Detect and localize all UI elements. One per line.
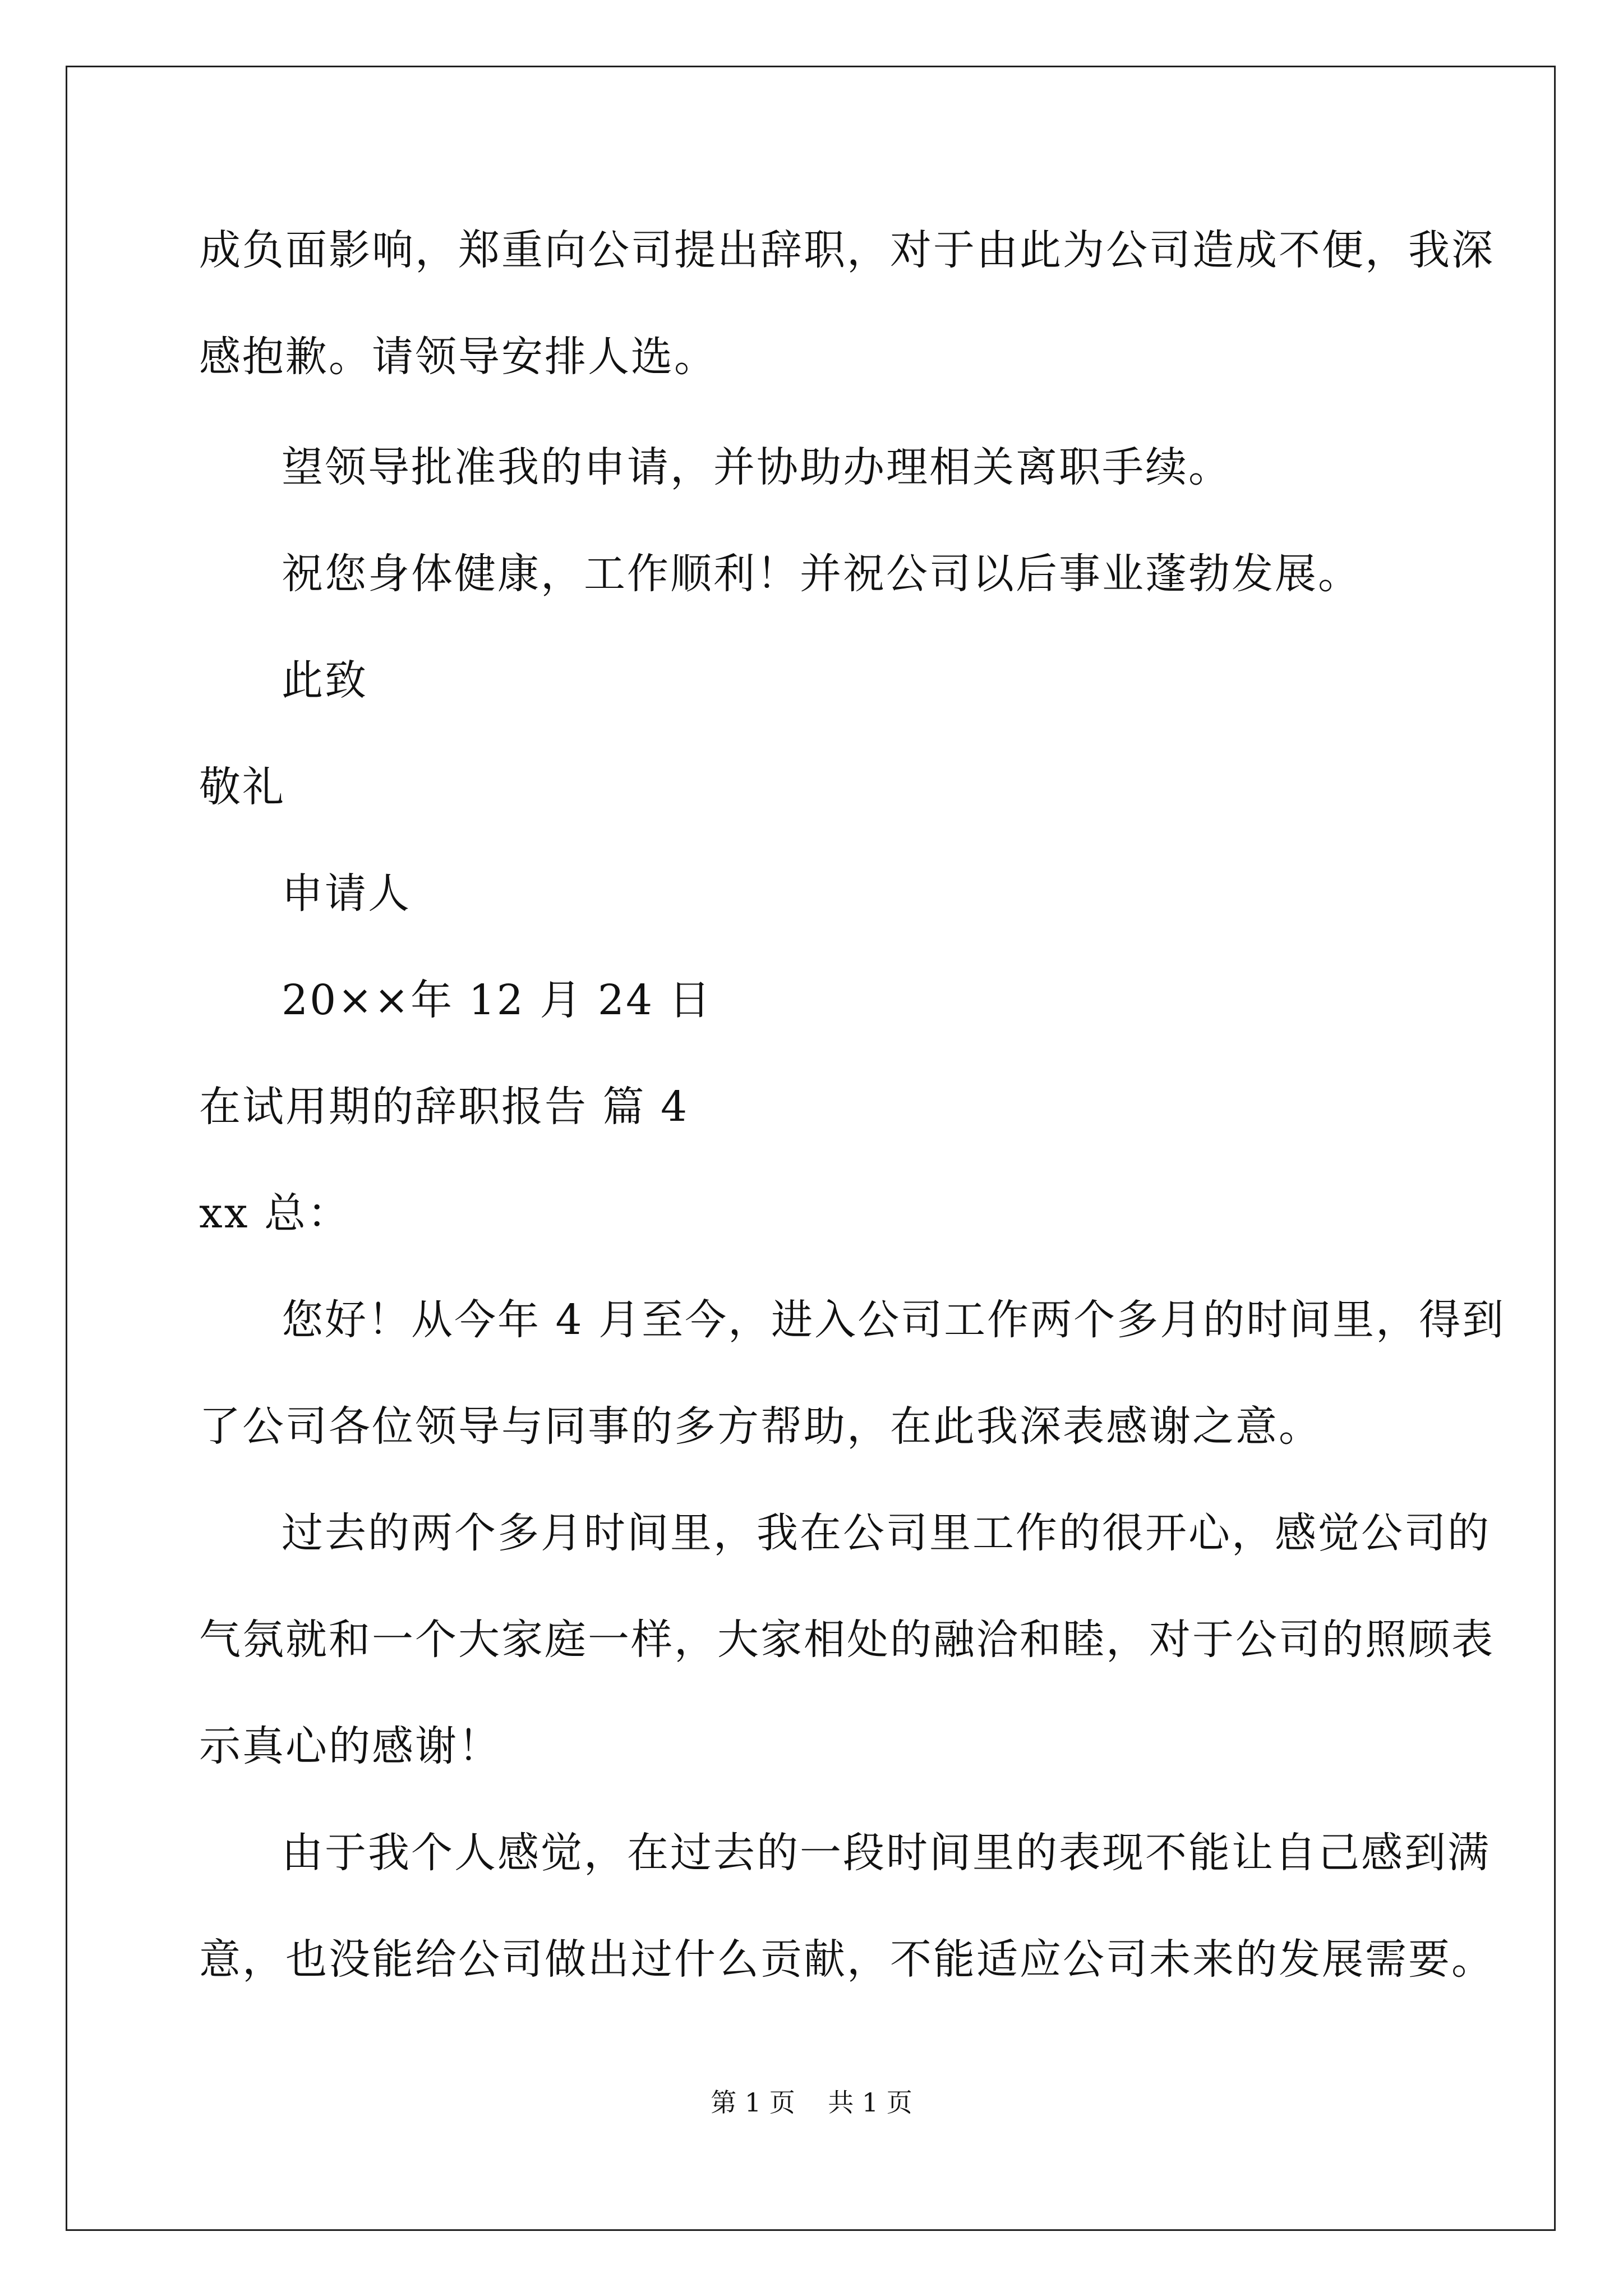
body-line: 由于我个人感觉，在过去的一段时间里的表现不能让自己感到满: [282, 1829, 1491, 1877]
date-line: 20××年 12 月 24 日: [282, 976, 712, 1024]
closing-line: 此致: [282, 656, 368, 705]
page-border: [66, 66, 1556, 2231]
body-line: 祝您身体健康，工作顺利！并祝公司以后事业蓬勃发展。: [282, 550, 1361, 598]
section-title: 在试用期的辞职报告 篇 4: [199, 1083, 689, 1131]
body-line: 气氛就和一个大家庭一样，大家相处的融洽和睦，对于公司的照顾表: [199, 1616, 1495, 1664]
signature-line: 申请人: [282, 869, 411, 918]
salutation-line: 敬礼: [199, 763, 285, 811]
body-line: 过去的两个多月时间里，我在公司里工作的很开心，感觉公司的: [282, 1509, 1491, 1557]
body-line: 成负面影响，郑重向公司提出辞职，对于由此为公司造成不便，我深: [199, 226, 1495, 274]
addressee-line: xx 总：: [199, 1189, 351, 1237]
body-line: 意，也没能给公司做出过什么贡献，不能适应公司未来的发展需要。: [199, 1935, 1495, 1984]
page-footer: 第 1 页 共 1 页: [711, 2087, 912, 2118]
body-line: 示真心的感谢！: [199, 1722, 501, 1770]
body-line: 了公司各位领导与同事的多方帮助，在此我深表感谢之意。: [199, 1402, 1322, 1451]
body-line: 您好！从今年 4 月至今，进入公司工作两个多月的时间里，得到: [282, 1296, 1506, 1344]
body-line: 感抱歉。请领导安排人选。: [199, 333, 717, 381]
body-line: 望领导批准我的申请，并协助办理相关离职手续。: [282, 443, 1232, 491]
